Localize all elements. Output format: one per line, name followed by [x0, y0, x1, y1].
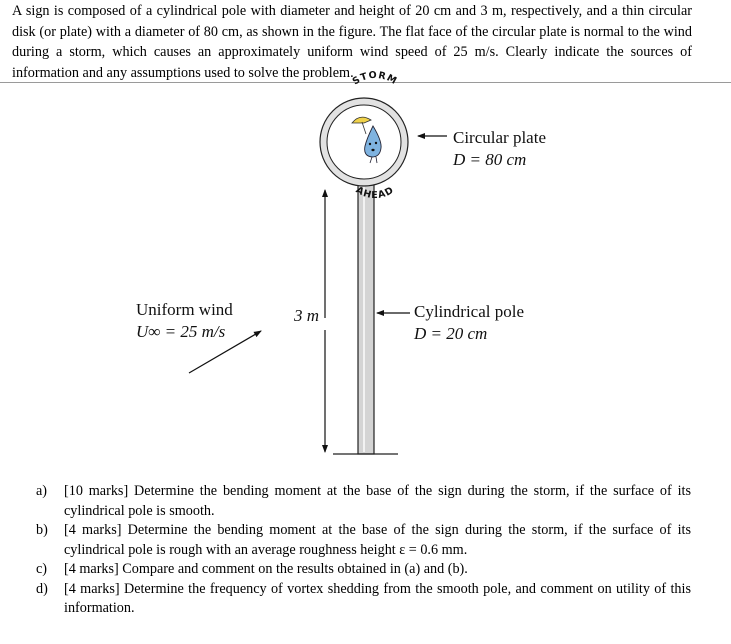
question-a-text: [10 marks] Determine the bending moment at the base of the sign during the storm, if the surface of its cylindrical pole is smooth. — [64, 483, 691, 519]
plate-label-name: Circular plate — [453, 128, 546, 147]
question-c-label: c) — [36, 561, 48, 577]
question-b — [36, 521, 691, 560]
pole-label-diameter: D = 20 cm — [414, 324, 488, 343]
sign-bottom-text: AHEAD — [353, 184, 397, 202]
question-b-text: [4 marks] Determine the bending moment at the base of the sign during the storm, if the surface of its cylindrical pole is rough with an average roughness height ε = 0.6 mm. — [64, 522, 691, 558]
question-a-label: a) — [36, 483, 48, 499]
height-label: 3 m — [294, 306, 320, 325]
question-d — [36, 580, 691, 619]
wind-label-name: Uniform wind — [136, 300, 233, 319]
question-d-text: [4 marks] Determine the frequency of vortex shedding from the smooth pole, and comment on utility of this information. — [64, 580, 691, 616]
question-b-label: b) — [36, 522, 48, 538]
question-d-label: d) — [36, 580, 48, 597]
problem-statement: A sign is composed of a cylindrical pole with diameter and height of 20 cm and 3 m, respectively, and a thin circular disk (or plate) with a diameter of 80 cm, as shown in the figure. The flat face of the circular plate is normal to the wind during a storm, which causes an approximately uniform wind speed of 25 m/s. Clearly indicate the sources of information and any assumptions used to solve the problem. — [12, 3, 692, 81]
question-a — [36, 482, 691, 521]
svg-text:STORM — [351, 70, 399, 88]
wind-label-speed: U∞ = 25 m/s — [136, 322, 226, 341]
question-list — [36, 482, 691, 619]
sign-top-text: STORM — [350, 69, 400, 88]
question-c — [36, 560, 691, 580]
sign-face — [327, 105, 401, 179]
cylindrical-pole — [358, 182, 374, 454]
plate-label-diameter: D = 80 cm — [453, 150, 527, 169]
question-c-text: [4 marks] Compare and comment on the results obtained in (a) and (b). — [64, 561, 468, 577]
pole-label-name: Cylindrical pole — [414, 302, 525, 321]
